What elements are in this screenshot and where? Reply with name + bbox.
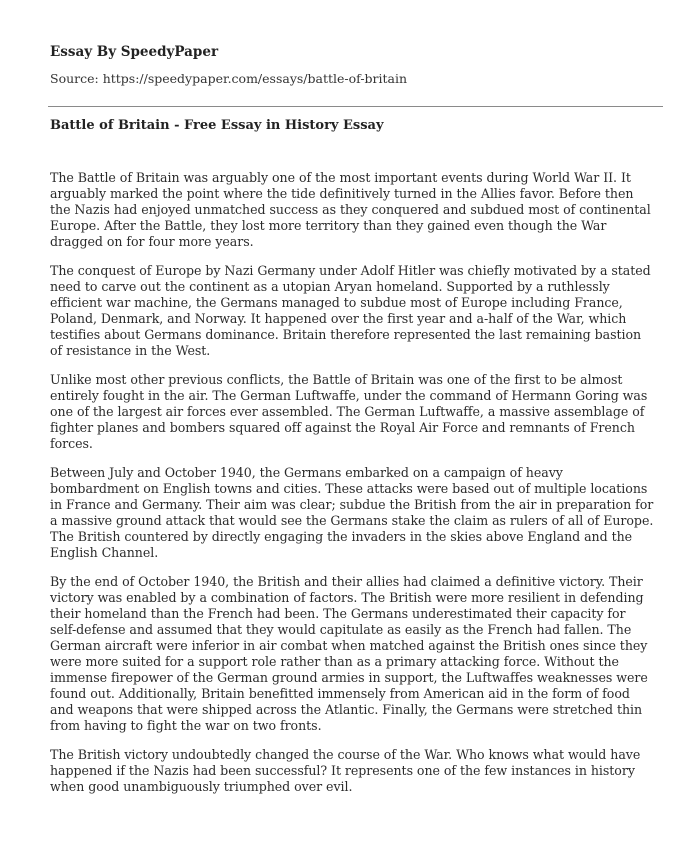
source-line: Source: https://speedypaper.com/essays/battle-of-britain — [50, 71, 408, 86]
essay-title: Battle of Britain - Free Essay in History Essay — [50, 118, 384, 133]
header-divider — [48, 106, 663, 107]
essay-paragraph-1: The Battle of Britain was arguably one of the most important events during World War II. It arguably marked the point where the tide definitively turned in the Allies favor. Before then the Nazis had enjoyed unmatched success as they conquered and subdued most of continental Europe. After the Battle, they lost more territory than they gained even though the War dragged on for four more years. — [50, 170, 651, 249]
essay-paragraph-4: Between July and October 1940, the Germans embarked on a campaign of heavy bombardment on English towns and cities. These attacks were based out of multiple locations in France and Germany. Their aim was clear; subdue the British from the air in preparation for a massive ground attack that would see the Germans stake the claim as rulers of all of Europe. The British countered by directly engaging the invaders in the skies above England and the English Channel. — [50, 465, 654, 560]
essay-paragraph-3: Unlike most other previous conflicts, the Battle of Britain was one of the first to be almost entirely fought in the air. The German Luftwaffe, under the command of Hermann Goring was one of the largest air forces ever assembled. The German Luftwaffe, a massive assemblage of fighter planes and bombers squared off against the Royal Air Force and remnants of French forces. — [50, 372, 648, 451]
site-title: Essay By SpeedyPaper — [50, 44, 219, 60]
essay-paragraph-5: By the end of October 1940, the British and their allies had claimed a definitive victory. Their victory was enabled by a combination of factors. The British were more resilient in defending their homeland than the French had been. The Germans underestimated their capacity for self-defense and assumed that they would capitulate as easily as the French had fallen. The German aircraft were inferior in air combat when matched against the British ones since they were more suited for a support role rather than as a primary attacking force. Without the immense firepower of the German ground armies in support, the Luftwaffes weaknesses were found out. Additionally, Britain benefitted immensely from American aid in the form of food and weapons that were shipped across the Atlantic. Finally, the Germans were stretched thin from having to fight the war on two fronts. — [50, 574, 648, 733]
essay-paragraph-2: The conquest of Europe by Nazi Germany under Adolf Hitler was chiefly motivated by a stated need to carve out the continent as a utopian Aryan homeland. Supported by a ruthlessly efficient war machine, the Germans managed to subdue most of Europe including France, Poland, Denmark, and Norway. It happened over the first year and a-half of the War, which testifies about Germans dominance. Britain therefore represented the last remaining bastion of resistance in the West. — [50, 263, 651, 358]
essay-paragraph-6: The British victory undoubtedly changed the course of the War. Who knows what would have happened if the Nazis had been successful? It represents one of the few instances in history when good unambiguously triumphed over evil. — [50, 747, 641, 794]
